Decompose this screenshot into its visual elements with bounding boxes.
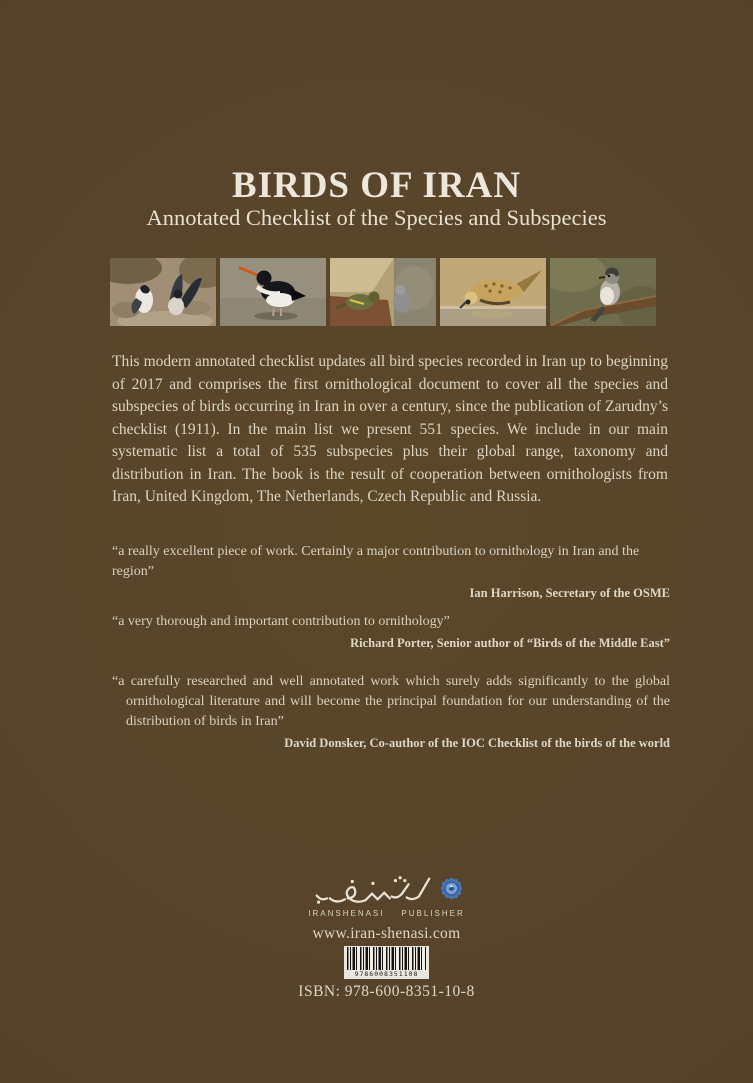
publisher-emblem-icon (440, 877, 463, 905)
description-paragraph: This modern annotated checklist updates all bird species recorded in Iran up to beginning of 2017 and comprises the first ornithological document to cover all the species and subspecies of birds occurring in Iran in over a century, since the publication of Zarudny’s checklist (1911). In the main list we present 551 species. We include in our main systematic list a total of 535 subspecies plus their global range, taxonomy and distribution in Iran. The book is the result of cooperation between ornithologists from Iran, United Kingdom, The Netherlands, Czech Republic and Russia. (112, 353, 668, 505)
barcode (344, 946, 429, 979)
sandgrouse-at-water-photo (440, 258, 546, 326)
quote-attribution: Richard Porter, Senior author of “Birds of the Middle East” (350, 636, 670, 650)
isbn-text: ISBN: 978-600-8351-10-8 (298, 983, 475, 1000)
book-subtitle: Annotated Checklist of the Species and Subspecies (146, 205, 607, 230)
quote-block-1 (112, 542, 670, 601)
publisher-name-text: IRANSHENASI (308, 909, 385, 918)
barcode-bars (347, 947, 426, 970)
barcode-digits: 9786008351108 (347, 970, 426, 979)
publisher-latin-name (110, 909, 663, 918)
publisher-logo (110, 874, 663, 908)
terns-at-nest-photo (110, 258, 216, 326)
quote-text: “a very thorough and important contribution to ornithology” (112, 614, 450, 629)
publisher-block (110, 874, 663, 1001)
quote-block-2 (112, 612, 670, 651)
shrike-on-branch-photo (550, 258, 656, 326)
iranshenasi-farsi-wordmark-icon (311, 874, 433, 909)
photo-strip (110, 258, 656, 326)
oystercatcher-photo (220, 258, 326, 326)
publisher-label-text: PUBLISHER (401, 909, 465, 918)
finches-at-rock-photo (330, 258, 436, 326)
quote-text: “a carefully researched and well annotated work which surely adds significantly to the global ornithological literature and will become the principal foundation for our understanding of the distribution of birds in Iran” (112, 674, 670, 729)
quote-block-3 (112, 672, 670, 751)
book-title: BIRDS OF IRAN (231, 165, 522, 206)
quote-attribution: David Donsker, Co-author of the IOC Checklist of the birds of the world (284, 736, 670, 750)
quote-attribution: Ian Harrison, Secretary of the OSME (469, 586, 670, 600)
website-url: www.iran-shenasi.com (312, 925, 461, 942)
quote-text: “a really excellent piece of work. Certainly a major contribution to ornithology in Iran and the region” (112, 544, 640, 579)
